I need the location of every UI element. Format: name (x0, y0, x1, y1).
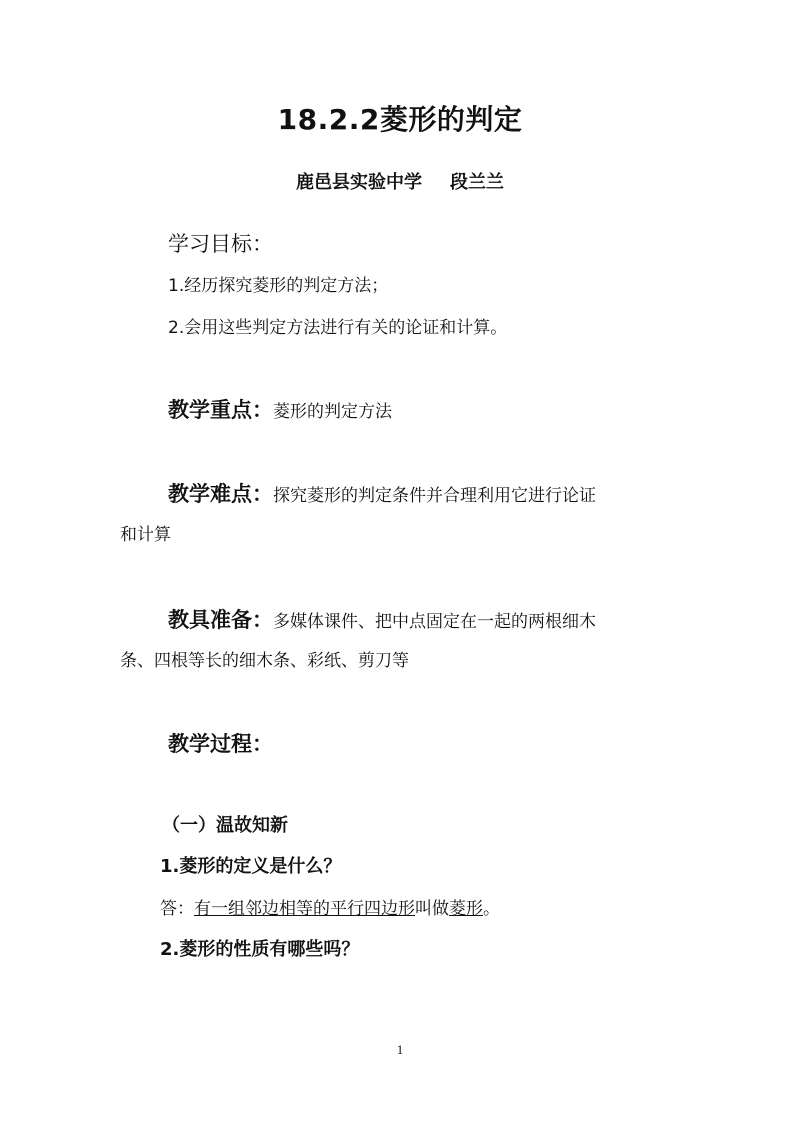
objectives-heading: 学习目标： (168, 232, 273, 256)
difficulty-heading: 教学难点： (168, 482, 273, 506)
key-point-heading: 教学重点： (168, 398, 273, 422)
question-2: 2.菱形的性质有哪些吗？ (160, 939, 360, 960)
answer-1-mid: 叫做 (415, 899, 449, 919)
answer-1-definition: 有一组邻边相等的平行四边形 (194, 899, 415, 919)
difficulty-text-2: 和计算 (120, 525, 171, 545)
section-heading-review: （一）温故知新 (162, 815, 288, 836)
author-name: 段兰兰 (450, 172, 504, 193)
objective-item-2: 2.会用这些判定方法进行有关的论证和计算。 (168, 318, 508, 338)
author-school: 鹿邑县实验中学 (296, 172, 422, 193)
materials-heading: 教具准备： (168, 608, 273, 632)
process-heading: 教学过程： (168, 732, 273, 756)
key-point-line (120, 392, 728, 430)
materials-text-2: 条、四根等长的细木条、彩纸、剪刀等 (120, 651, 409, 671)
materials-text-1: 多媒体课件、把中点固定在一起的两根细木 (273, 612, 596, 632)
page-number: 1 (396, 1042, 404, 1057)
answer-1-suffix: 。 (483, 899, 500, 919)
answer-1 (160, 891, 720, 927)
author-line (0, 168, 794, 194)
answer-1-term: 菱形 (449, 899, 483, 919)
key-point-text: 菱形的判定方法 (273, 402, 392, 422)
document-title: 18.2.2菱形的判定 (277, 103, 523, 136)
question-1: 1.菱形的定义是什么？ (160, 856, 342, 877)
materials-line-1 (120, 602, 728, 640)
answer-1-prefix: 答： (160, 899, 194, 919)
difficulty-text-1: 探究菱形的判定条件并合理利用它进行论证 (273, 486, 596, 506)
difficulty-line-1 (120, 476, 728, 514)
objective-item-1: 1.经历探究菱形的判定方法； (168, 276, 389, 296)
